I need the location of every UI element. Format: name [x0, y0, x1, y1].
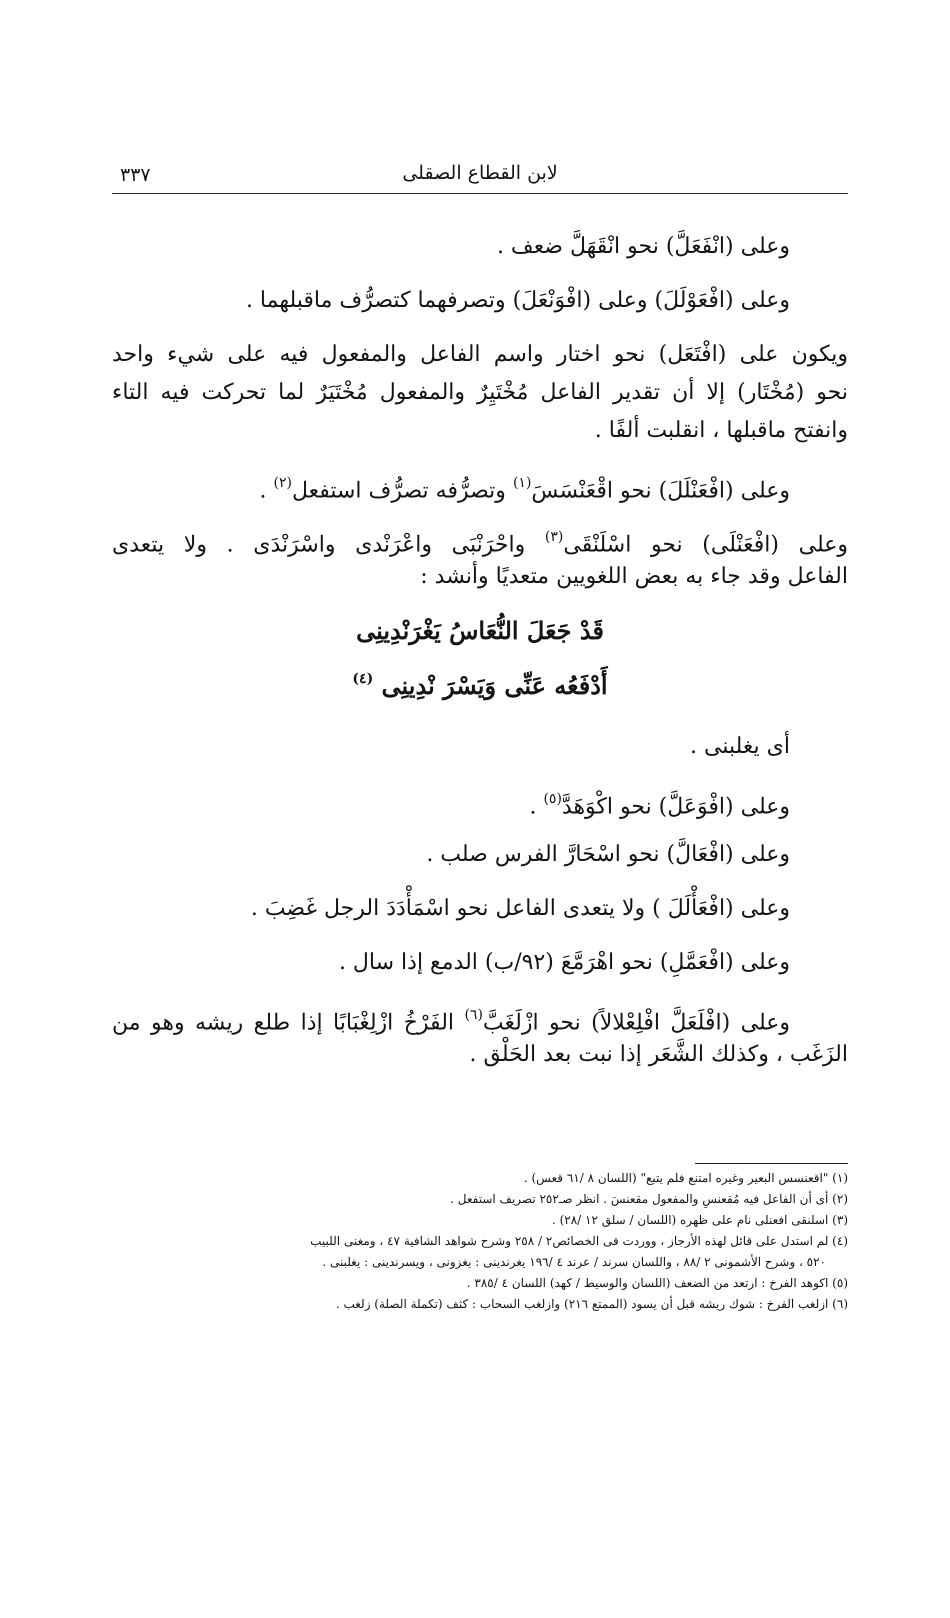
text-line: ويكون على (افْتَعَل) نحو اختار واسم الفاعل والمفعول فيه على شيء واحد [112, 342, 848, 367]
footnote-marker: (٦) [464, 1007, 483, 1023]
verse-line: قَدْ جَعَلَ النُّعَاسُ يَغْرَنْدِينِى [356, 616, 604, 645]
footnote: (٣) اسلنقى افعنلى نام على ظهره (اللسان / سلق ١٢ /٢٨) . [551, 1213, 848, 1227]
text-line: وعلى (انْفَعَلَّ) نحو انْقَهَلَّ ضعف . [496, 234, 790, 259]
footnote-marker: (١) [512, 475, 532, 491]
footnotes [112, 1168, 848, 1315]
verse-block [112, 606, 848, 706]
text-segment: الفَرْخُ ازْلِغْبَابًا إذا طلع ريشه وهو من [112, 1010, 465, 1036]
text-line: أى يغلبنى . [690, 734, 790, 759]
footnote-marker: (٢) [273, 475, 292, 491]
header-rule [112, 193, 848, 194]
text-line: نحو (مُخْتَار) إلا أن تقدير الفاعل مُخْتَيِرٌ والمفعول مُخْتَيَرٌ لما تحركت فيه التاء [112, 380, 848, 405]
footnote: (١) "اقعنسس البعير وغيره امتنع فلم يتبع" (اللسان ٨ /٦١ قعس) . [523, 1171, 848, 1185]
footnote: (٦) ازلغب الفرخ : شوك ريشه قبل أن يسود (الممتع ٢١٦) وازلغب السحاب : كثف (تكملة الصلة) زلغب . [335, 1297, 848, 1311]
text-line: وعلى (افْعَالَّ) نحو اسْحَارَّ الفرس صلب . [426, 842, 790, 867]
text-segment: وعلى (افْلَعَلَّ افْلِعْلالاً) نحو ازْلَغَبَّ [482, 1010, 790, 1036]
text-segment: . [529, 794, 544, 820]
text-line: الزَغَب ، وكذلك الشَّعَر إذا نبت بعد الحَلْق . [469, 1042, 848, 1067]
text-line: وعلى (افْعَمَّلِ) نحو اهْرَمَّعَ (٩٢/ب) الدمع إذا سال . [338, 950, 790, 975]
text-line: وانفتح ماقبلها ، انقلبت ألفًا . [594, 418, 848, 443]
text-line [112, 782, 848, 820]
footnote-marker: (٥) [543, 791, 562, 807]
text-line [112, 998, 848, 1036]
text-segment: واحْرَنْبَى واعْرَنْدى واسْرَنْدَى . ولا يتعدى [112, 532, 545, 558]
running-title: لابن القطاع الصقلى [402, 162, 558, 184]
verse-text: أَدْفَعُه عَنِّى وَيَسْرَ نْدِينِى [381, 671, 608, 700]
text-line: الفاعل وقد جاء به بعض اللغويين متعديًا وأنشد : [420, 564, 848, 589]
text-line: وعلى (افْعَأْلَلَ ) ولا يتعدى الفاعل نحو اسْمَأْدَدَ الرجل غَضِبَ . [250, 896, 790, 921]
text-segment: . [259, 478, 274, 504]
footnote-continuation: ٥٢٠ ، وشرح الأشمونى ٢ /٨٨ ، واللسان سرند / عرند ٤ /١٩٦ يغرندينى : يغزونى ، ويسرندينى : يغلبنى . [322, 1255, 826, 1269]
page-header [112, 160, 848, 194]
page-number: ٣٣٧ [120, 164, 151, 186]
text-line: وعلى (افْعَوْلَلَ) وعلى (افْوَنْعَلَ) وتصرفهما كتصرُّف ماقبلهما . [245, 288, 790, 313]
main-text [112, 228, 848, 1074]
text-line [112, 466, 848, 504]
footnote-marker: (٣) [544, 529, 564, 545]
footnote: (٤) لم استدل على قائل لهذه الأرجاز ، ووردت فى الخصائص٢ / ٢٥٨ وشرح شواهد الشافية ٤٧ ، ومغنى اللبيب [310, 1234, 848, 1248]
text-segment: وتصرُّفه تصرُّف استفعل [291, 478, 513, 504]
footnote-marker: (٤) [352, 671, 374, 687]
text-segment: وعلى (افْوَعَلَّ) نحو اكْوَهَدَّ [561, 794, 790, 820]
footnote: (٥) اكوهد الفرخ : ارتعد من الضعف (اللسان والوسيط / كهد) اللسان ٤ /٣٨٥ . [466, 1276, 848, 1290]
text-segment: وعلى (افْعَنْلَلَ) نحو اقْعَنْسَسَ [531, 478, 790, 504]
footnote: (٢) أى أن الفاعل فيه مُقعنسِ والمفعول مقعنسَ . انظر صـ٢٥٢ تصريف استفعل . [450, 1192, 848, 1206]
text-segment: وعلى (افْعَنْلَى) نحو اسْلَنْقَى [563, 532, 848, 558]
footnote-rule [695, 1163, 848, 1164]
text-line [112, 520, 848, 558]
verse-line [112, 656, 848, 706]
